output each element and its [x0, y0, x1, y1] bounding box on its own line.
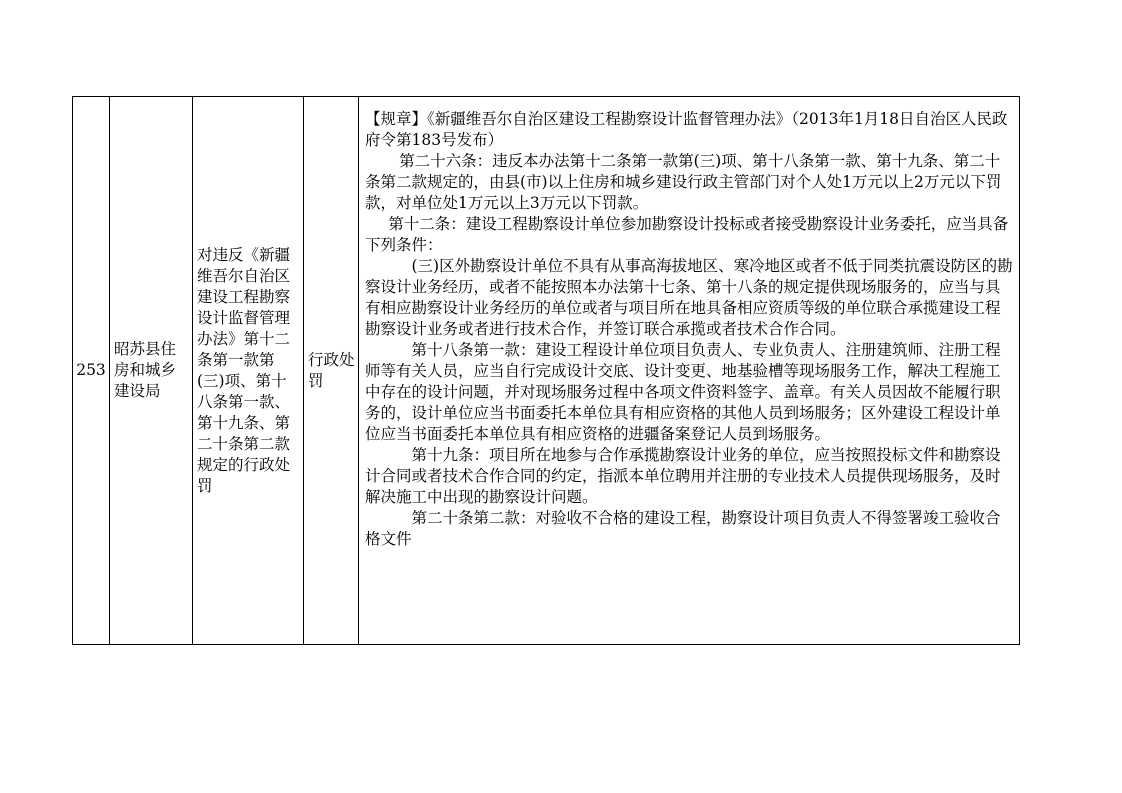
basis-title: 【规章】《新疆维吾尔自治区建设工程勘察设计监督管理办法》（2013年1月18日自治区人民政府令第183号发布）	[365, 110, 1008, 149]
item-name-cell: 对违反《新疆维吾尔自治区建设工程勘察设计监督管理办法》第十二条第一款第(三)项、第十八条第一款、第十九条、第二十条第二款规定的行政处罚	[193, 97, 304, 645]
penalty-type-cell: 行政处罚	[304, 97, 359, 645]
basis-article-12: 第十二条：建设工程勘察设计单位参加勘察设计投标或者接受勘察设计业务委托，应当具备下列条件：	[365, 215, 1009, 254]
basis-article-20: 第二十条第二款：对验收不合格的建设工程，勘察设计项目负责人不得签署竣工验收合格文件	[365, 509, 1001, 548]
legal-basis-cell	[359, 97, 1020, 645]
basis-article-26: 第二十六条：违反本办法第十二条第一款第(三)项、第十八条第一款、第十九条、第二十条第二款规定的，由县(市)以上住房和城乡建设行政主管部门对个人处1万元以上2万元以下罚款，对单位处1万元以上3万元以下罚款。	[365, 152, 1002, 212]
table-row	[73, 97, 1020, 645]
regulation-table	[72, 96, 1020, 645]
department-cell: 昭苏县住房和城乡建设局	[110, 97, 193, 645]
row-number-cell: 253	[73, 97, 110, 645]
basis-article-19: 第十九条：项目所在地参与合作承揽勘察设计业务的单位，应当按照投标文件和勘察设计合同或者技术合作合同的约定，指派本单位聘用并注册的专业技术人员提供现场服务，及时解决施工中出现的勘察设计问题。	[365, 446, 1001, 506]
basis-article-18: 第十八条第一款：建设工程设计单位项目负责人、专业负责人、注册建筑师、注册工程师等有关人员，应当自行完成设计交底、设计变更、地基验槽等现场服务工作，解决工程施工中存在的设计问题，并对现场服务过程中各项文件资料签字、盖章。有关人员因故不能履行职务的，设计单位应当书面委托本单位具有相应资格的其他人员到场服务；区外建设工程设计单位应当书面委托本单位具有相应资格的进疆备案登记人员到场服务。	[365, 341, 1001, 443]
basis-article-12-item-3: (三)区外勘察设计单位不具有从事高海拔地区、寒冷地区或者不低于同类抗震设防区的勘察设计业务经历，或者不能按照本办法第十七条、第十八条的规定提供现场服务的，应当与具有相应勘察设计业务经历的单位或者与项目所在地具备相应资质等级的单位联合承揽建设工程勘察设计业务或者进行技术合作，并签订联合承揽或者技术合作合同。	[365, 257, 1013, 338]
